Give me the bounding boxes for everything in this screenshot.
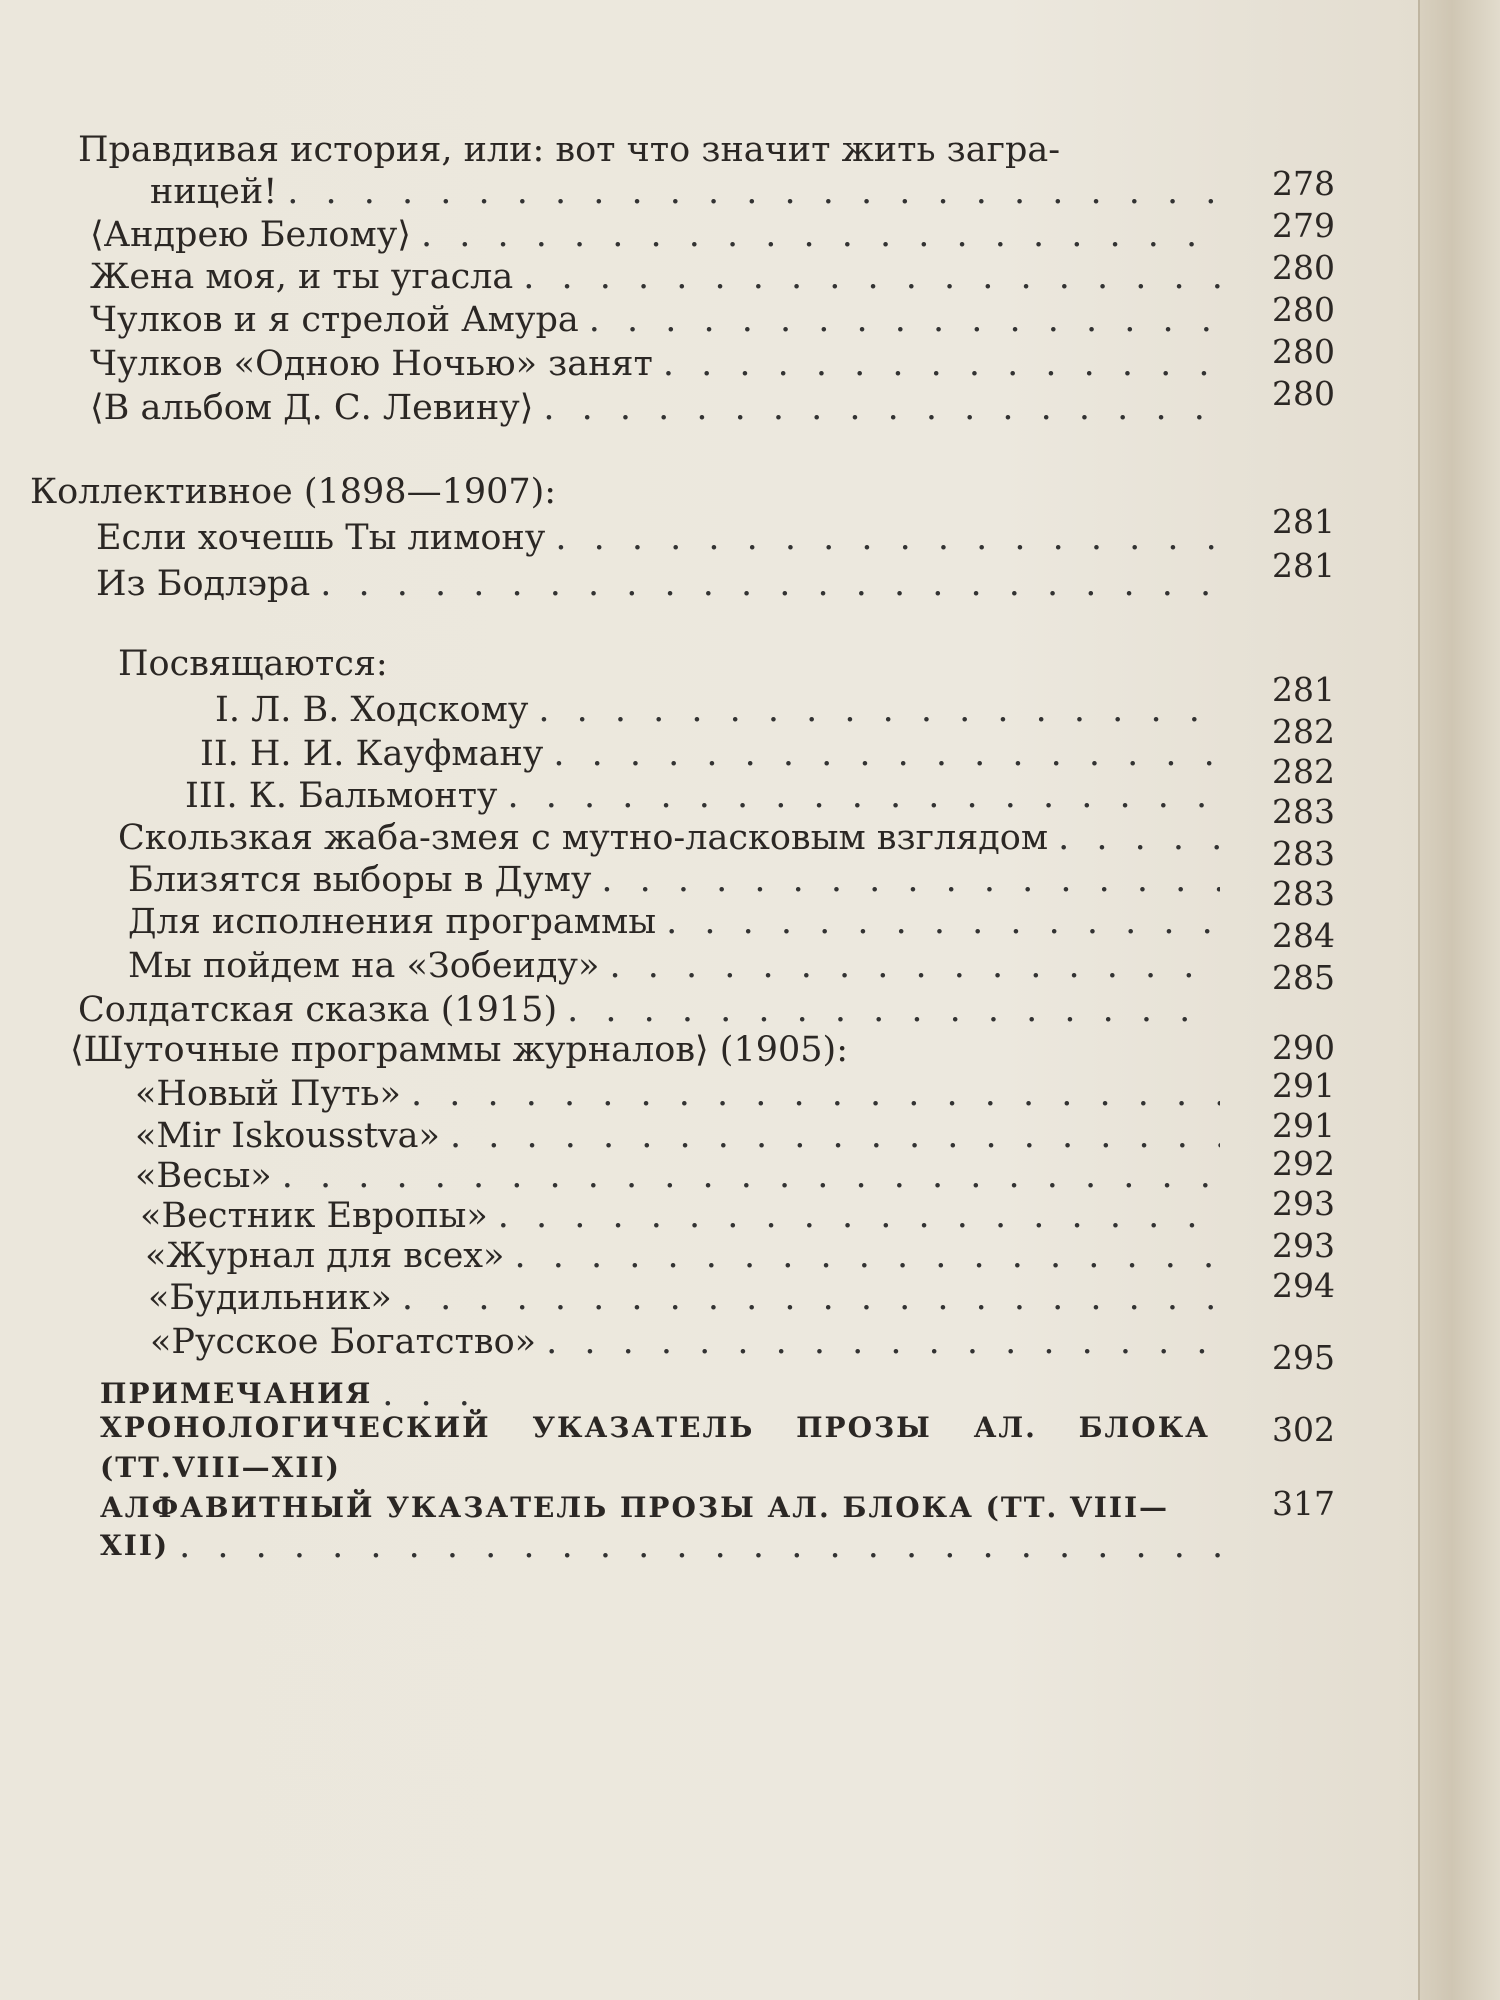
toc-entry-title: ⟨Андрею Белому⟩ <box>90 215 411 255</box>
dot-leader <box>179 1524 1220 1568</box>
toc-entry-title: III. К. Бальмонту <box>185 776 498 816</box>
dot-leader <box>402 1276 1220 1320</box>
toc-entry-row <box>135 1072 1230 1116</box>
toc-entry-row <box>96 516 1230 560</box>
dot-leader <box>555 516 1220 560</box>
toc-entry-title: Скользкая жаба-змея с мутно-ласковым взглядом <box>118 818 1049 858</box>
toc-entry-title: I. Л. В. Ходскому <box>215 690 529 730</box>
toc-entry-title-line1 <box>100 1406 1210 1450</box>
toc-entry-title: Для исполнения программы <box>128 902 657 942</box>
title-word: БЛОКА <box>1078 1411 1210 1444</box>
page-number: 291 <box>1272 1066 1335 1105</box>
toc-entry-row <box>78 988 1230 1032</box>
page-number: 290 <box>1272 1028 1335 1067</box>
page-number: 295 <box>1272 1338 1335 1377</box>
dot-leader <box>546 1320 1220 1364</box>
toc-entry-row <box>140 1194 1230 1238</box>
page-number: 281 <box>1272 502 1335 541</box>
toc-entry-title: «Русское Богатство» <box>150 1322 537 1362</box>
toc-entry-title: Чулков «Одною Ночью» занят <box>90 344 653 384</box>
page-number: 280 <box>1272 248 1335 287</box>
toc-entry-title: Жена моя, и ты угасла <box>90 257 514 297</box>
toc-entry-title-line1: АЛФАВИТНЫЙ УКАЗАТЕЛЬ ПРОЗЫ АЛ. БЛОКА (ТТ. VIII— <box>100 1491 1170 1524</box>
page-number: 278 <box>1272 164 1335 203</box>
section-heading: ⟨Шуточные программы журналов⟩ (1905): <box>70 1030 848 1070</box>
toc-entry-title: ницей! <box>150 172 278 212</box>
dot-leader <box>589 298 1220 342</box>
toc-entry-row <box>118 816 1230 860</box>
page-number: 284 <box>1272 916 1335 955</box>
dot-leader <box>411 1072 1220 1116</box>
page-number: 282 <box>1272 712 1335 751</box>
dot-leader <box>666 900 1220 944</box>
toc-entry-title: Мы пойдем на «Зобеиду» <box>128 946 600 986</box>
toc-entry-row <box>90 213 1230 257</box>
page-number: 291 <box>1272 1106 1335 1145</box>
dot-leader <box>609 944 1220 988</box>
page-number: 285 <box>1272 958 1335 997</box>
page-number: 292 <box>1272 1144 1335 1183</box>
dot-leader <box>320 562 1220 606</box>
toc-entry-row <box>100 1524 1230 1568</box>
dot-leader <box>287 170 1220 214</box>
toc-entry-title: Из Бодлэра <box>96 564 311 604</box>
toc-entry-title: «Mir Iskousstva» <box>135 1116 440 1156</box>
page-number: 294 <box>1272 1266 1335 1305</box>
dot-leader <box>523 255 1220 299</box>
dot-leader <box>543 386 1220 430</box>
title-word: УКАЗАТЕЛЬ <box>532 1411 755 1444</box>
toc-entry-title: «Весы» <box>135 1156 272 1196</box>
page-number: 280 <box>1272 374 1335 413</box>
toc-entry-row <box>96 562 1230 606</box>
toc-entry-row <box>90 255 1230 299</box>
dot-leader <box>514 1234 1220 1278</box>
page-number: 282 <box>1272 752 1335 791</box>
dot-leader <box>1058 816 1220 860</box>
facing-page-edge <box>1420 0 1500 2000</box>
toc-entry-row <box>215 688 1230 732</box>
toc-entry-row <box>135 1114 1230 1158</box>
dot-leader <box>601 858 1220 902</box>
toc-entry-title: II. Н. И. Кауфману <box>200 734 544 774</box>
page-number: 283 <box>1272 874 1335 913</box>
page-number: 280 <box>1272 332 1335 371</box>
title-word: ПРОЗЫ <box>796 1411 932 1444</box>
page-number: 293 <box>1272 1184 1335 1223</box>
dot-leader <box>553 732 1220 776</box>
dot-leader <box>508 774 1220 818</box>
page-number: 293 <box>1272 1226 1335 1265</box>
toc-entry-title-line1: Правдивая история, или: вот что значит жить загра- <box>78 130 1061 170</box>
page-number: 317 <box>1272 1484 1335 1523</box>
dot-leader <box>282 1154 1220 1198</box>
dot-leader <box>567 988 1220 1032</box>
toc-entry-title: Близятся выборы в Думу <box>128 860 592 900</box>
toc-entry-row <box>128 944 1230 988</box>
toc-entry-title: «Журнал для всех» <box>145 1236 505 1276</box>
toc-entry-row <box>145 1234 1230 1278</box>
toc-entry-row <box>128 900 1230 944</box>
toc-entry-title: XII) <box>100 1529 170 1562</box>
toc-entry-title: «Новый Путь» <box>135 1074 401 1114</box>
page-number: 283 <box>1272 792 1335 831</box>
toc-entry-row <box>90 298 1230 342</box>
subsection-heading: Посвящаются: <box>118 644 388 684</box>
toc-entry-title: «Вестник Европы» <box>140 1196 488 1236</box>
page-number: 283 <box>1272 834 1335 873</box>
dot-leader <box>498 1194 1220 1238</box>
page-number: 281 <box>1272 670 1335 709</box>
toc-entry-row <box>90 342 1230 386</box>
page-number: 302 <box>1272 1410 1335 1449</box>
page-number: 279 <box>1272 206 1335 245</box>
dot-leader <box>538 688 1220 732</box>
toc-entry-row <box>90 386 1230 430</box>
toc-entry-title: Если хочешь Ты лимону <box>96 518 546 558</box>
toc-entry-row <box>200 732 1230 776</box>
toc-entry-title: ПРИМЕЧАНИЯ <box>100 1377 373 1410</box>
title-word: ХРОНОЛОГИЧЕСКИЙ <box>100 1411 491 1444</box>
section-heading: Коллективное (1898—1907): <box>30 472 557 512</box>
toc-entry-title: Солдатская сказка (1915) <box>78 990 558 1030</box>
page-number: 280 <box>1272 290 1335 329</box>
toc-entry-row <box>150 170 1230 214</box>
toc-entry-row <box>135 1154 1230 1198</box>
toc-entry-title: Чулков и я стрелой Амура <box>90 300 579 340</box>
toc-entry-title-line2: (ТТ.VIII—XII) <box>100 1451 341 1484</box>
toc-entry-title: «Будильник» <box>148 1278 392 1318</box>
dot-leader <box>450 1114 1220 1158</box>
toc-entry-title: ⟨В альбом Д. С. Левину⟩ <box>90 388 534 428</box>
title-word: АЛ. <box>973 1411 1037 1444</box>
page-number: 281 <box>1272 546 1335 585</box>
toc-entry-row <box>128 858 1230 902</box>
dot-leader <box>421 213 1220 257</box>
toc-entry-row <box>185 774 1230 818</box>
toc-entry-row <box>150 1320 1230 1364</box>
toc-entry-row <box>148 1276 1230 1320</box>
dot-leader <box>663 342 1220 386</box>
